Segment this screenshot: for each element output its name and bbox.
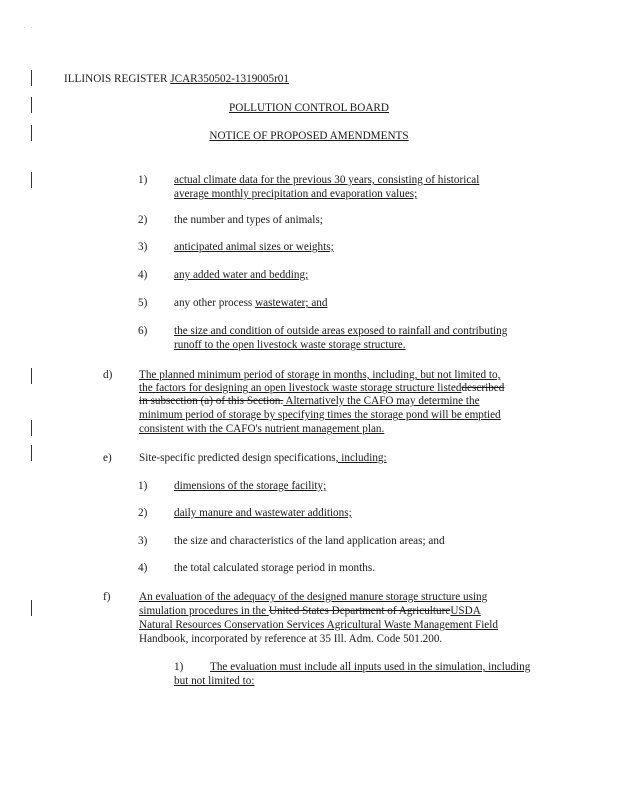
change-bar xyxy=(31,445,32,461)
register-header xyxy=(64,72,289,86)
paragraph-line: simulation procedures in the United States Department of AgricultureUSDA xyxy=(139,605,481,617)
list-item-text: The evaluation must include all inputs used in the simulation, including xyxy=(210,661,531,673)
list-item-text: any added water and bedding; xyxy=(174,269,309,281)
item-number: 6) xyxy=(138,325,148,337)
item-number: 3) xyxy=(138,241,148,253)
item-number: 2) xyxy=(138,214,148,226)
list-item-text: average monthly precipitation and evaporation values; xyxy=(174,188,418,200)
list-item-text: daily manure and wastewater additions; xyxy=(174,507,352,519)
list-item-text: actual climate data for the previous 30 years, consisting of historical xyxy=(174,174,480,186)
paragraph-line: in subsection (a) of this Section. Alternatively the CAFO may determine the xyxy=(139,395,480,407)
item-number: 2) xyxy=(138,507,148,519)
paragraph-line: The planned minimum period of storage in months, including, but not limited to, xyxy=(139,369,501,381)
subsection-label: e) xyxy=(103,452,112,464)
list-item-text: dimensions of the storage facility; xyxy=(174,480,327,492)
register-prefix: ILLINOIS REGISTER xyxy=(64,73,168,85)
list-item-text: the total calculated storage period in months. xyxy=(174,562,376,574)
change-bar xyxy=(31,600,32,616)
list-item-text: anticipated animal sizes or weights; xyxy=(174,241,334,253)
register-code: JCAR350502-1319005r01 xyxy=(170,73,289,85)
list-item-text: runoff to the open livestock waste storage structure. xyxy=(174,339,406,351)
paragraph-line: the factors for designing an open livestock waste storage structure listeddescribed xyxy=(139,382,505,394)
item-number: 1) xyxy=(138,174,148,186)
change-bar xyxy=(31,420,32,436)
list-item-text: the number and types of animals; xyxy=(174,214,323,226)
item-number: 4) xyxy=(138,562,148,574)
paragraph-line: Site-specific predicted design specifications, including: xyxy=(139,452,387,464)
notice-title: NOTICE OF PROPOSED AMENDMENTS xyxy=(209,130,409,142)
paragraph-line: Handbook, incorporated by reference at 35 Ill. Adm. Code 501.200. xyxy=(139,633,443,645)
corner-mark: . . xyxy=(24,24,35,30)
list-item-text: any other process wastewater; and xyxy=(174,297,328,309)
change-bar xyxy=(31,172,32,188)
list-item-text: but not limited to: xyxy=(174,675,255,687)
change-bar xyxy=(31,368,32,384)
subsection-label: f) xyxy=(103,591,111,603)
paragraph-line: consistent with the CAFO's nutrient management plan. xyxy=(139,423,385,435)
paragraph-line: minimum period of storage by specifying times the storage pond will be emptied xyxy=(139,409,501,421)
board-title: POLLUTION CONTROL BOARD xyxy=(229,102,389,114)
item-number: 4) xyxy=(138,269,148,281)
list-item-text: the size and characteristics of the land application areas; and xyxy=(174,535,445,547)
subsection-label: d) xyxy=(103,369,113,381)
change-bar xyxy=(31,70,32,86)
list-item-text: the size and condition of outside areas exposed to rainfall and contributing xyxy=(174,325,508,337)
item-number: 5) xyxy=(138,297,148,309)
item-number: 3) xyxy=(138,535,148,547)
item-number: 1) xyxy=(138,480,148,492)
paragraph-line: An evaluation of the adequacy of the designed manure storage structure using xyxy=(139,591,488,603)
item-number: 1) xyxy=(174,661,184,673)
paragraph-line: Natural Resources Conservation Services Agricultural Waste Management Field xyxy=(139,619,498,631)
